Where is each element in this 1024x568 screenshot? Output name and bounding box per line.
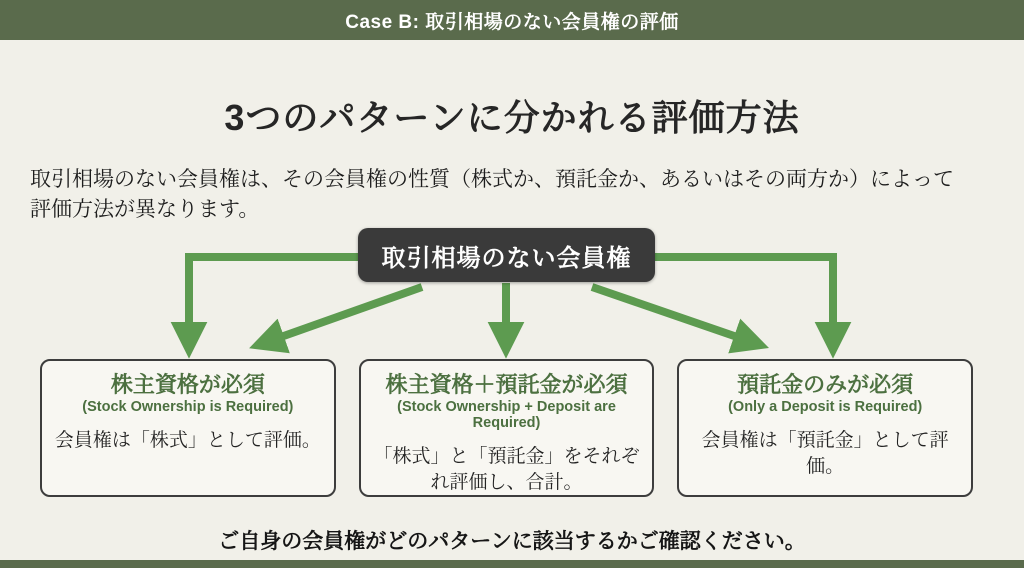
- pattern-card-deposit-only: [677, 359, 973, 497]
- intro-line-2: 評価方法が異なります。: [30, 198, 260, 222]
- card-subheading: (Stock Ownership is Required): [82, 399, 294, 416]
- pattern-card-stock-plus-deposit: [359, 359, 655, 497]
- card-heading: 預託金のみが必須: [737, 372, 914, 397]
- bottom-accent-bar: [0, 560, 1024, 568]
- arrow-right-diagonal: [592, 287, 740, 338]
- footer-note: ご自身の会員権がどのパターンに該当するかご確認ください。: [218, 530, 806, 553]
- top-title-bar: [0, 0, 1024, 40]
- card-subheading: (Stock Ownership + Deposit are Required): [397, 399, 616, 432]
- pattern-cards: [40, 359, 973, 497]
- card-body: 会員権は「株式」として評価。: [54, 430, 321, 452]
- case-label: Case B: 取引相場のない会員権の評価: [345, 11, 679, 33]
- root-node: [358, 228, 655, 282]
- arrow-right-elbow: [653, 257, 833, 328]
- page-title: 3つのパターンに分かれる評価方法: [224, 97, 800, 139]
- card-body: 会員権は「預託金」として評価。: [701, 430, 949, 477]
- intro-line-1: 取引相場のない会員権は、その会員権の性質（株式か、預託金か、あるいはその両方か）によって: [30, 168, 954, 191]
- arrow-left-diagonal: [278, 287, 422, 338]
- root-node-label: 取引相場のない会員権: [381, 244, 632, 272]
- card-subheading: (Only a Deposit is Required): [728, 399, 923, 416]
- card-heading: 株主資格＋預託金が必須: [385, 372, 628, 397]
- card-body: 「株式」と「預託金」をそれぞれ評価し、合計。: [373, 446, 640, 493]
- card-heading: 株主資格が必須: [110, 372, 265, 397]
- pattern-card-stock: [40, 359, 336, 497]
- arrow-left-elbow: [189, 257, 362, 328]
- intro-paragraph: [30, 165, 990, 226]
